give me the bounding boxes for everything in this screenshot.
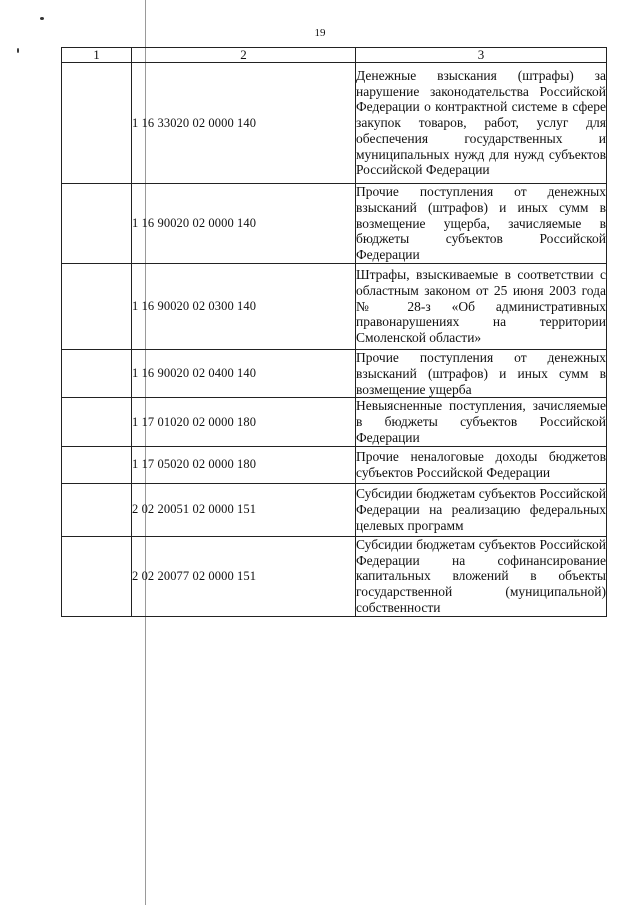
income-description	[356, 483, 607, 536]
column-header: 2	[132, 48, 356, 63]
table-row	[62, 349, 607, 397]
income-description-text: Штрафы, взыскиваемые в соответствии с областным законом от 25 июня 2003 года № 28-з «Об административных правонарушениях на территории Смоленской области»	[356, 266, 606, 346]
scan-speck	[17, 48, 19, 53]
empty-cell	[62, 63, 132, 184]
table-row	[62, 263, 607, 349]
empty-cell	[62, 349, 132, 397]
income-description	[356, 263, 607, 349]
income-description	[356, 184, 607, 264]
table-row	[62, 398, 607, 446]
income-description-text: Субсидии бюджетам субъектов Российской Федерации на софинансирование капитальных вложений в объекты государственной (муниципальной) собственности	[356, 536, 606, 615]
budget-classification-code: 1 17 01020 02 0000 180	[132, 398, 356, 446]
income-description	[356, 63, 607, 184]
budget-classification-code: 1 16 90020 02 0300 140	[132, 263, 356, 349]
table-row	[62, 184, 607, 264]
table-row	[62, 446, 607, 483]
scan-speck	[40, 17, 44, 20]
empty-cell	[62, 398, 132, 446]
column-header: 3	[356, 48, 607, 63]
budget-classification-code: 1 16 90020 02 0000 140	[132, 184, 356, 264]
budget-code-table	[61, 47, 607, 617]
table-row	[62, 63, 607, 184]
column-header: 1	[62, 48, 132, 63]
income-description-text: Невыясненные поступления, зачисляемые в бюджеты субъектов Российской Федерации	[356, 398, 606, 445]
income-description-text: Денежные взыскания (штрафы) за нарушение законодательства Российской Федерации о контрактной системе в сфере закупок товаров, работ, услуг для обеспечения государственных и муниципальных нужд для нужд субъектов Российской Федерации	[356, 67, 606, 178]
empty-cell	[62, 263, 132, 349]
budget-classification-code: 2 02 20051 02 0000 151	[132, 483, 356, 536]
income-description	[356, 446, 607, 483]
income-description	[356, 536, 607, 616]
table-row	[62, 483, 607, 536]
empty-cell	[62, 483, 132, 536]
income-description	[356, 398, 607, 446]
empty-cell	[62, 536, 132, 616]
budget-classification-code: 2 02 20077 02 0000 151	[132, 536, 356, 616]
table-header-row	[62, 48, 607, 63]
income-description-text: Прочие неналоговые доходы бюджетов субъектов Российской Федерации	[356, 448, 606, 480]
income-description-text: Прочие поступления от денежных взысканий (штрафов) и иных сумм в возмещение ущерба	[356, 349, 606, 397]
budget-classification-code: 1 16 33020 02 0000 140	[132, 63, 356, 184]
income-description	[356, 349, 607, 397]
empty-cell	[62, 184, 132, 264]
income-description-text: Субсидии бюджетам субъектов Российской Федерации на реализацию федеральных целевых программ	[356, 486, 606, 533]
empty-cell	[62, 446, 132, 483]
budget-classification-code: 1 16 90020 02 0400 140	[132, 349, 356, 397]
table-row	[62, 536, 607, 616]
budget-classification-code: 1 17 05020 02 0000 180	[132, 446, 356, 483]
page-number: 19	[314, 27, 326, 39]
income-description-text: Прочие поступления от денежных взысканий (штрафов) и иных сумм в возмещение ущерба, зачисляемые в бюджеты субъектов Российской Федерации	[356, 184, 606, 263]
